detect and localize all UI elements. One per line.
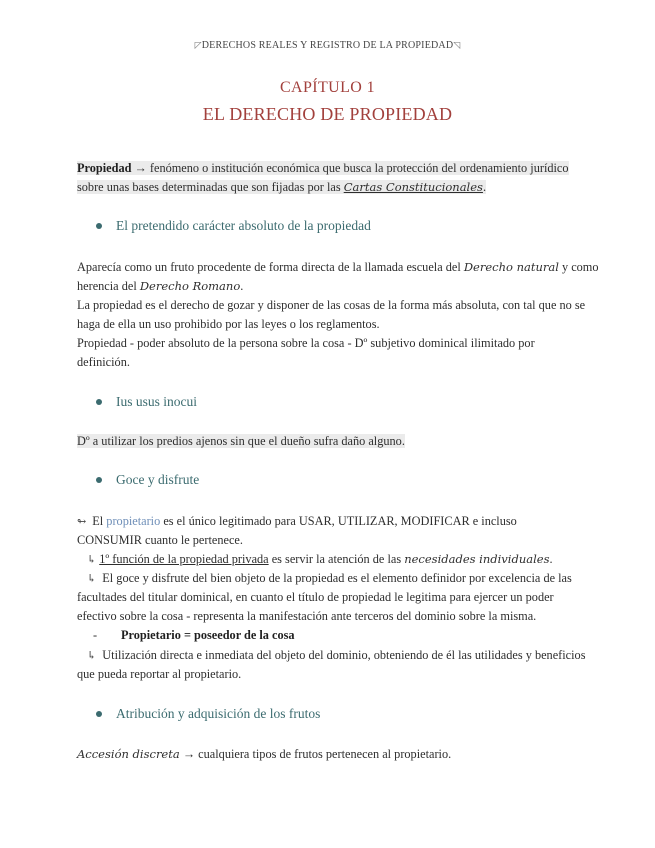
cartas-constitucionales: Cartas Constitucionales [343,180,483,194]
bullet-icon [96,223,102,229]
s3-line-6: efectivo sobre la cosa - representa la manifestación ante terceros del dominio sobre la misma. [77,609,537,623]
bullet-icon [96,399,102,405]
s3-text: El goce y disfrute del bien objeto de la propiedad es el elemento definidor por excelencia de las [99,571,572,585]
s1-line-2 [77,277,243,296]
return-arrow-icon: ↳ [87,650,97,662]
s1-text: y como [558,260,599,274]
corner-right-icon: ◹ [453,40,461,50]
s3-line-2: CONSUMIR cuanto le pertenece. [77,533,243,547]
section-heading-goce [96,472,199,488]
s1-text: herencia del [77,279,140,293]
intro-highlight-1 [77,161,569,175]
s2-highlight: Dº a utilizar los predios ajenos sin que el dueño sufra daño alguno. [77,434,405,448]
chapter-number: CAPÍTULO 1 [279,79,376,96]
bullet-icon [96,477,102,483]
accesion-discreta: Accesión discreta [77,747,180,761]
primera-funcion: 1º función de la propiedad privada [99,552,269,566]
bullet-icon [96,711,102,717]
propietario-highlight: propietario [106,514,161,528]
section-heading-text: El pretendido carácter absoluto de la propiedad [116,218,371,233]
running-title: DERECHOS REALES Y REGISTRO DE LA PROPIEDAD [201,40,454,51]
derecho-romano: Derecho Romano [139,279,241,293]
intro-line-1 [77,159,569,178]
s4-text: cualquiera tipos de frutos pertenecen al propietario. [195,747,452,761]
chapter-title: EL DERECHO DE PROPIEDAD [202,104,453,124]
s3-text: Utilización directa e inmediata del objeto del dominio, obteniendo de él las utilidades y beneficios [99,648,586,662]
s3-line-7 [93,626,295,645]
s1-line-1 [77,258,599,277]
corner-left-icon: ◸ [194,40,202,50]
s1-line-5: Propiedad - poder absoluto de la persona sobre la cosa - Dº subjetivo dominical ilimitado por [77,336,535,350]
return-arrow-icon: ↳ [87,573,97,585]
running-header [0,40,655,51]
return-arrow-icon: ↳ [87,554,97,566]
section-heading-ius-usus [96,394,197,410]
section-heading-frutos [96,706,320,722]
propietario-poseedor: Propietario = poseedor de la cosa [121,628,295,642]
arrow-icon: → [182,747,196,761]
s1-line-3: La propiedad es el derecho de gozar y disponer de las cosas de la forma más absoluta, con tal que no se [77,298,586,312]
s3-line-8 [87,646,585,666]
s1-text: Aparecía como un fruto procedente de forma directa de la llamada escuela del [77,260,464,274]
s3-line-4 [87,569,572,589]
term-propiedad: Propiedad [77,161,132,175]
intro-period: . [482,180,487,194]
s3-line-1 [77,512,517,532]
section-heading-text: Ius usus inocui [116,394,197,409]
section-heading-absoluto [96,218,371,234]
s3-line-3 [87,550,553,570]
derecho-natural: Derecho natural [463,260,559,274]
s1-text: . [240,279,244,293]
section-heading-text: Goce y disfrute [116,472,200,487]
s4-line-1 [77,745,451,764]
s3-line-5: facultades del titular dominical, en cuanto el título de propiedad le legitima para ejercer un poder [77,590,554,604]
section-heading-text: Atribución y adquisición de los frutos [116,706,321,721]
intro-line-2 [77,178,486,197]
s2-line-1 [77,432,405,451]
arrow-icon: → [134,161,147,175]
intro-highlight-2 [77,180,486,194]
curved-arrow-icon: ↬ [77,516,87,528]
intro-text-1: fenómeno o institución económica que busca la protección del ordenamiento jurídico [146,161,569,175]
s3-text: El [89,514,107,528]
s1-line-6: definición. [77,355,130,369]
s3-text: es servir la atención de las [268,552,405,566]
s3-text: es el único legitimado para USAR, UTILIZAR, MODIFICAR e incluso [160,514,517,528]
s3-text: . [549,552,553,566]
s1-line-4: haga de ella un uso prohibido por las leyes o los reglamentos. [77,317,380,331]
dash-bullet: - [93,628,98,642]
necesidades-individuales: necesidades individuales [404,552,550,566]
s3-line-9: que pueda reportar al propietario. [77,667,242,681]
intro-text-2: sobre unas bases determinadas que son fijadas por las [77,180,344,194]
